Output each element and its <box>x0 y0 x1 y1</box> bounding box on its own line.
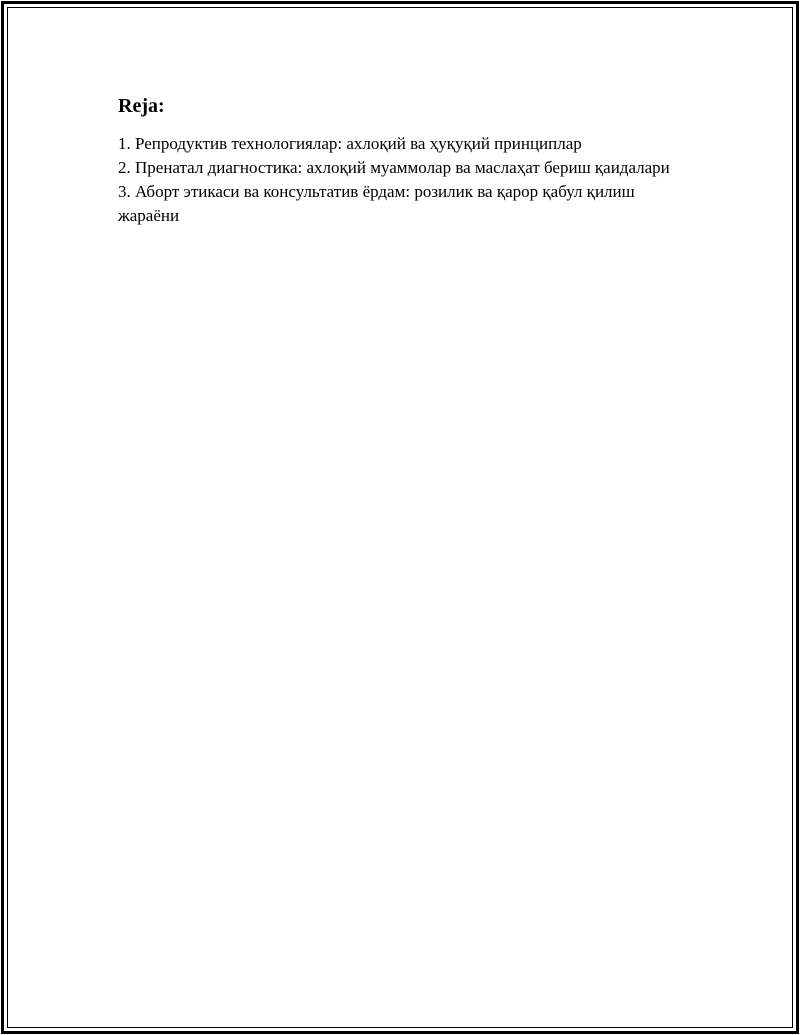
plan-item-1: 1. Репродуктив технологиялар: ахлоқий ва ҳуқуқий принциплар <box>118 134 582 153</box>
plan-title: Reja: <box>118 95 165 117</box>
plan-item-2: 2. Пренатал диагностика: ахлоқий муаммолар ва маслаҳат бериш қаидалари <box>118 158 670 177</box>
plan-list <box>118 132 698 228</box>
page-content <box>118 94 698 228</box>
plan-item-3: 3. Аборт этикаси ва консультатив ёрдам: розилик ва қарор қабул қилиш жараёни <box>118 182 635 225</box>
